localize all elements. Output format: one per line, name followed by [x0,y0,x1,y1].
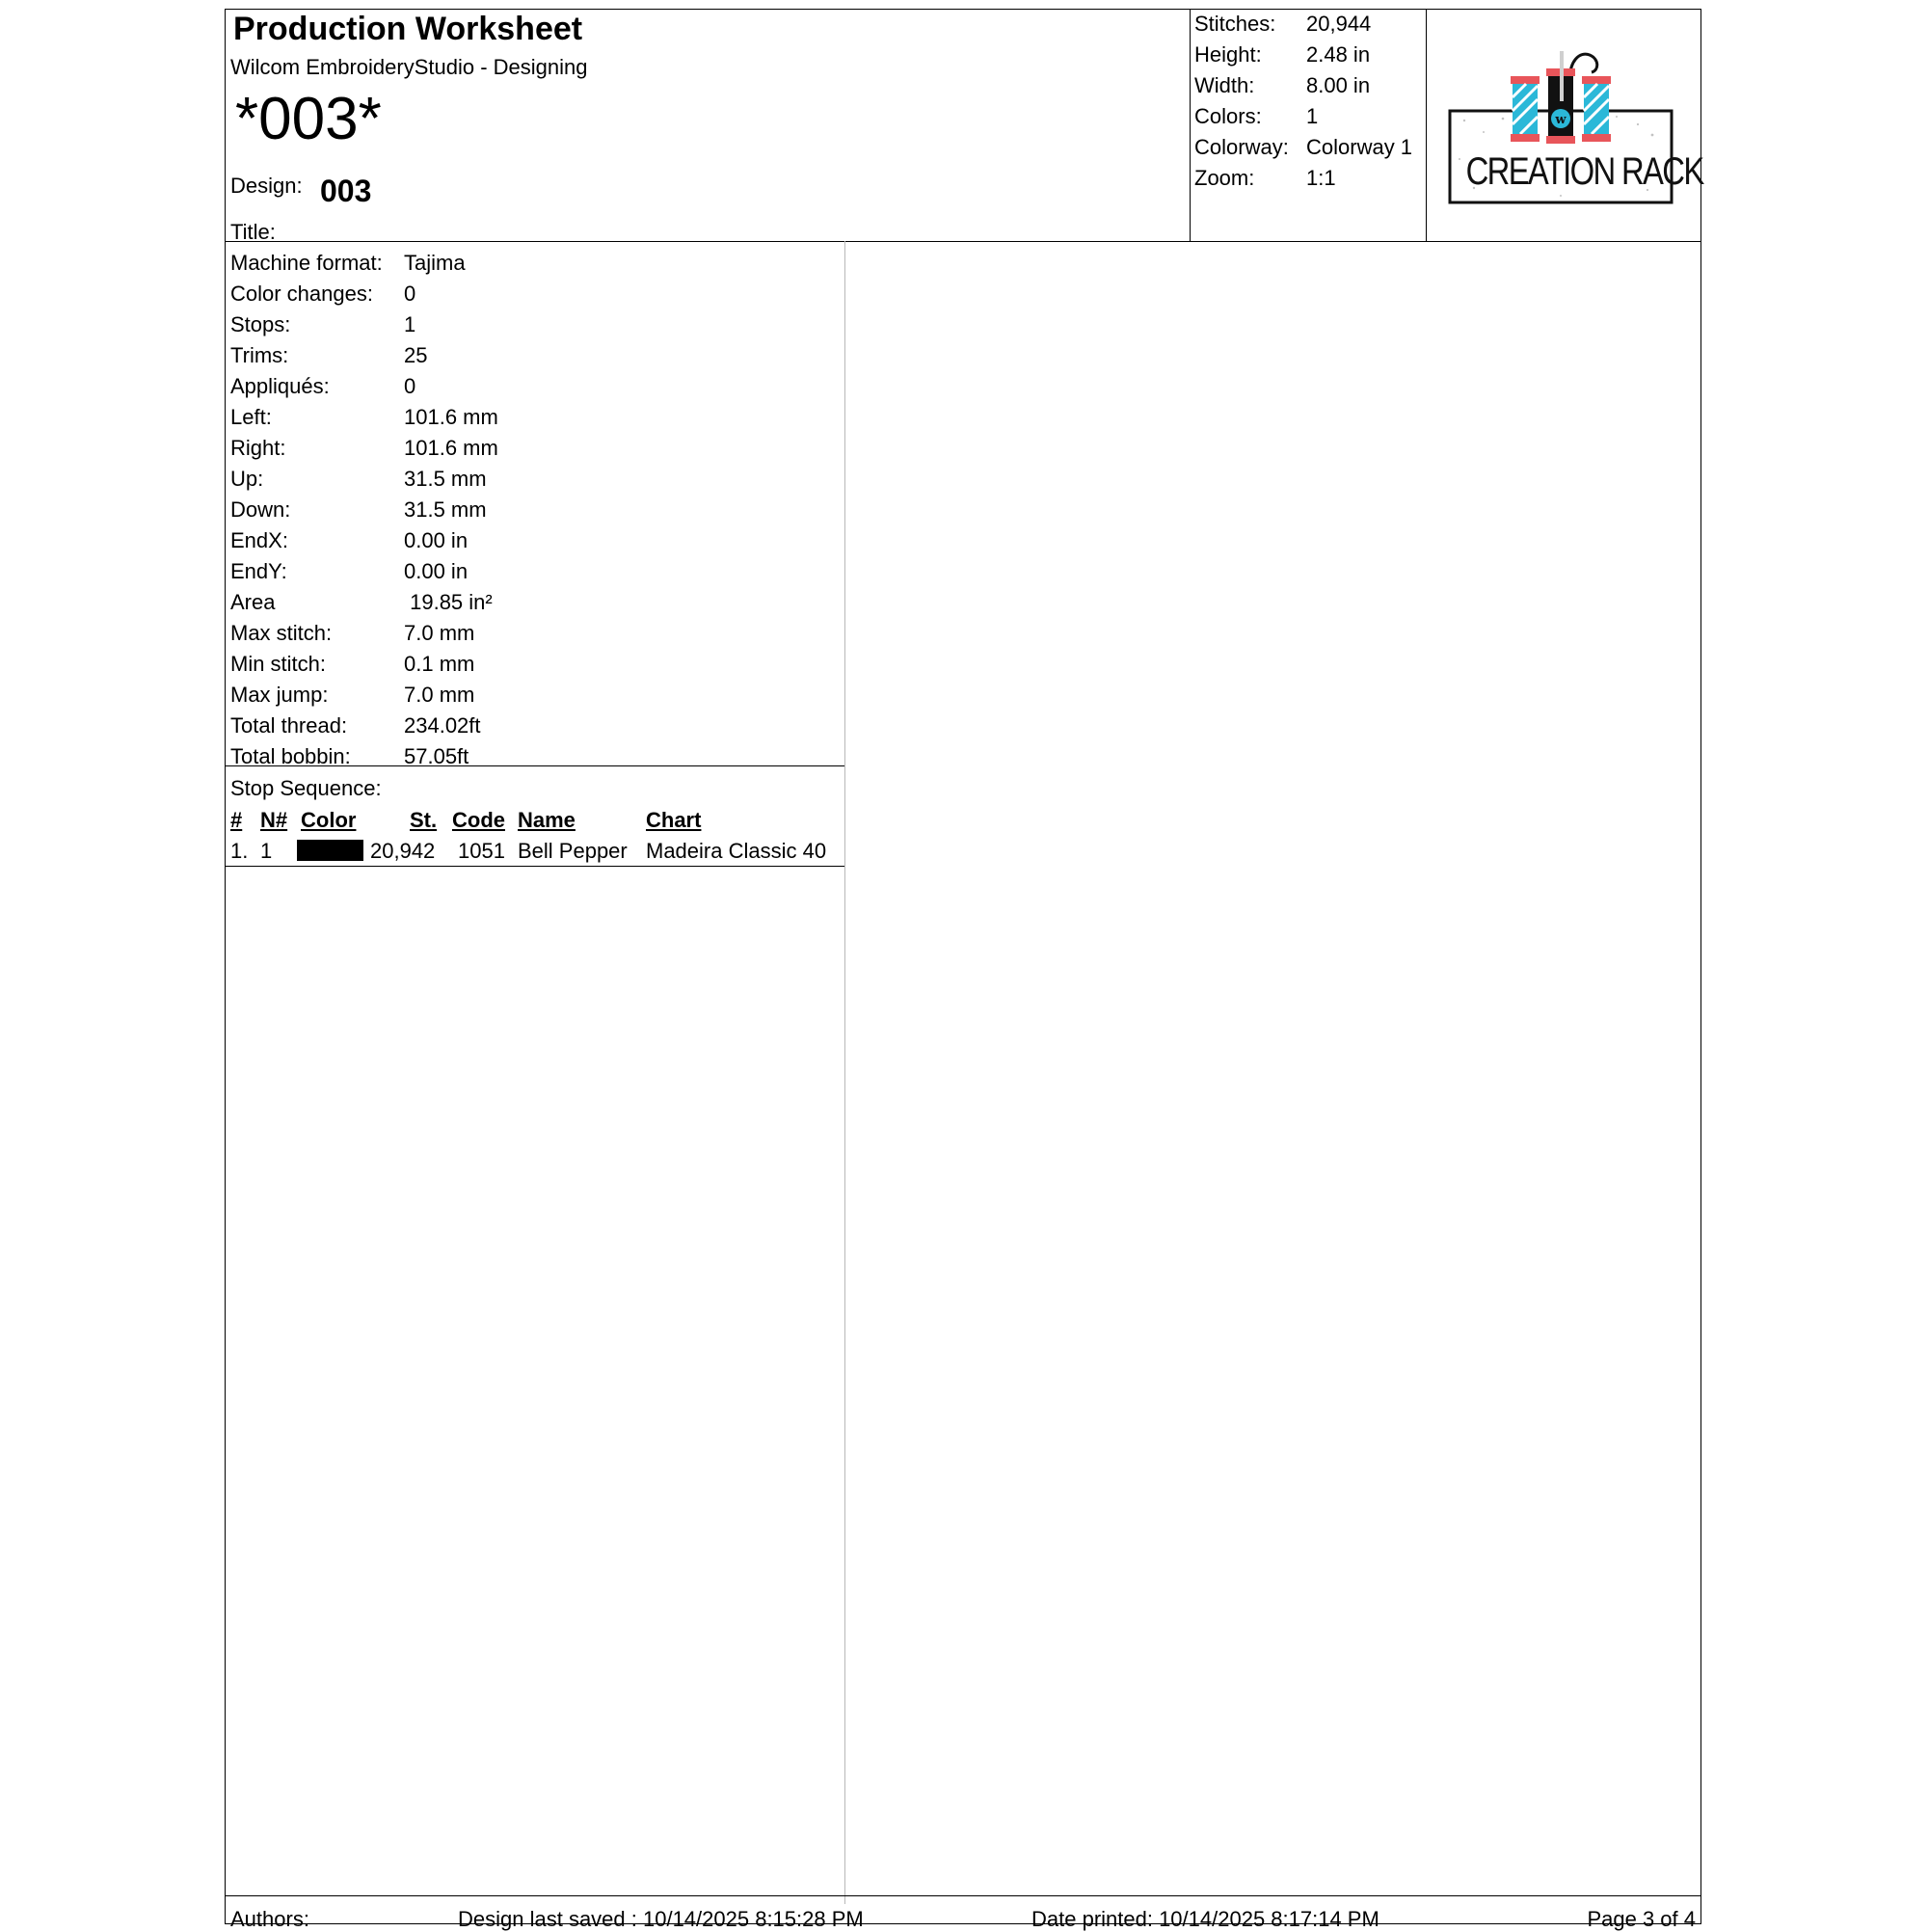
detail-value: 0.1 mm [404,652,475,676]
footer-top-rule [226,1895,1700,1896]
row-stitches: 20,942 [370,839,436,863]
detail-label: Up: [230,467,264,491]
software-label: Wilcom EmbroideryStudio - Designing [230,55,588,79]
detail-value: 19.85 in² [404,590,493,614]
creation-rack-logo [1445,43,1703,212]
detail-value: Tajima [404,251,466,275]
header-bottom-rule [226,241,1700,242]
footer-page-number: Page 3 of 4 [1587,1907,1696,1931]
detail-value: 7.0 mm [404,621,475,645]
color-swatch [297,840,363,861]
summary-value: 1:1 [1306,166,1336,190]
detail-label: Area [230,590,276,614]
detail-value: 1 [404,312,416,336]
detail-label: Min stitch: [230,652,327,676]
column-header-color: Color [301,808,357,832]
summary-value: 20,944 [1306,12,1372,36]
detail-value: 0 [404,374,416,398]
detail-value: 31.5 mm [404,497,487,522]
detail-value: 7.0 mm [404,683,475,707]
summary-value: Colorway 1 [1306,135,1413,159]
detail-value: 234.02ft [404,713,481,738]
row-name: Bell Pepper [518,839,628,863]
detail-label: Max stitch: [230,621,333,645]
header-divider-summary [1190,10,1191,241]
column-header-code: Code [452,808,505,832]
column-divider [844,241,845,1904]
summary-label: Height: [1194,42,1262,67]
design-value: 003 [320,174,372,208]
footer-last-saved: Design last saved : 10/14/2025 8:15:28 PM [458,1907,864,1931]
logo-text: CREATION RACK [1465,150,1703,193]
worksheet-page [225,9,1703,1931]
footer-authors: Authors: [230,1907,309,1931]
detail-value: 0.00 in [404,559,469,583]
detail-label: Total thread: [230,713,348,738]
details-bottom-rule [226,765,844,766]
summary-label: Stitches: [1194,12,1276,36]
title-label: Title: [230,220,276,244]
detail-label: Trims: [230,343,289,367]
detail-value: 57.05ft [404,744,469,768]
detail-label: Left: [230,405,272,429]
row-num: 1. [230,839,249,863]
detail-label: EndY: [230,559,287,583]
footer-date-printed: Date printed: 10/14/2025 8:17:14 PM [1031,1907,1379,1931]
detail-label: Right: [230,436,286,460]
column-header-name: Name [518,808,576,832]
stop-sequence-bottom-rule [226,866,844,867]
detail-value: 101.6 mm [404,436,498,460]
row-chart: Madeira Classic 40 [646,839,827,863]
detail-label: Color changes: [230,282,373,306]
page-title: Production Worksheet [233,11,583,47]
column-header-num: # [230,808,243,832]
detail-value: 101.6 mm [404,405,498,429]
detail-label: EndX: [230,528,288,552]
column-header-n: N# [260,808,288,832]
detail-label: Machine format: [230,251,383,275]
detail-label: Appliqués: [230,374,330,398]
detail-label: Down: [230,497,291,522]
row-code: 1051 [458,839,505,863]
column-header-st: St. [410,808,438,832]
stop-sequence-label: Stop Sequence: [230,776,382,800]
summary-label: Width: [1194,73,1255,97]
detail-value: 0.00 in [404,528,469,552]
detail-label: Max jump: [230,683,329,707]
svg-text:w: w [1555,113,1566,127]
summary-value: 8.00 in [1306,73,1371,97]
detail-label: Stops: [230,312,291,336]
summary-value: 1 [1306,104,1319,128]
header-divider-logo [1426,10,1427,241]
summary-value: 2.48 in [1306,42,1371,67]
row-n: 1 [260,839,273,863]
detail-label: Total bobbin: [230,744,351,768]
column-header-chart: Chart [646,808,702,832]
summary-label: Colorway: [1194,135,1289,159]
detail-value: 25 [404,343,428,367]
summary-label: Zoom: [1194,166,1255,190]
barcode-text: *003* [235,86,382,152]
detail-value: 0 [404,282,416,306]
design-label: Design: [230,174,303,198]
summary-label: Colors: [1194,104,1262,128]
detail-value: 31.5 mm [404,467,487,491]
